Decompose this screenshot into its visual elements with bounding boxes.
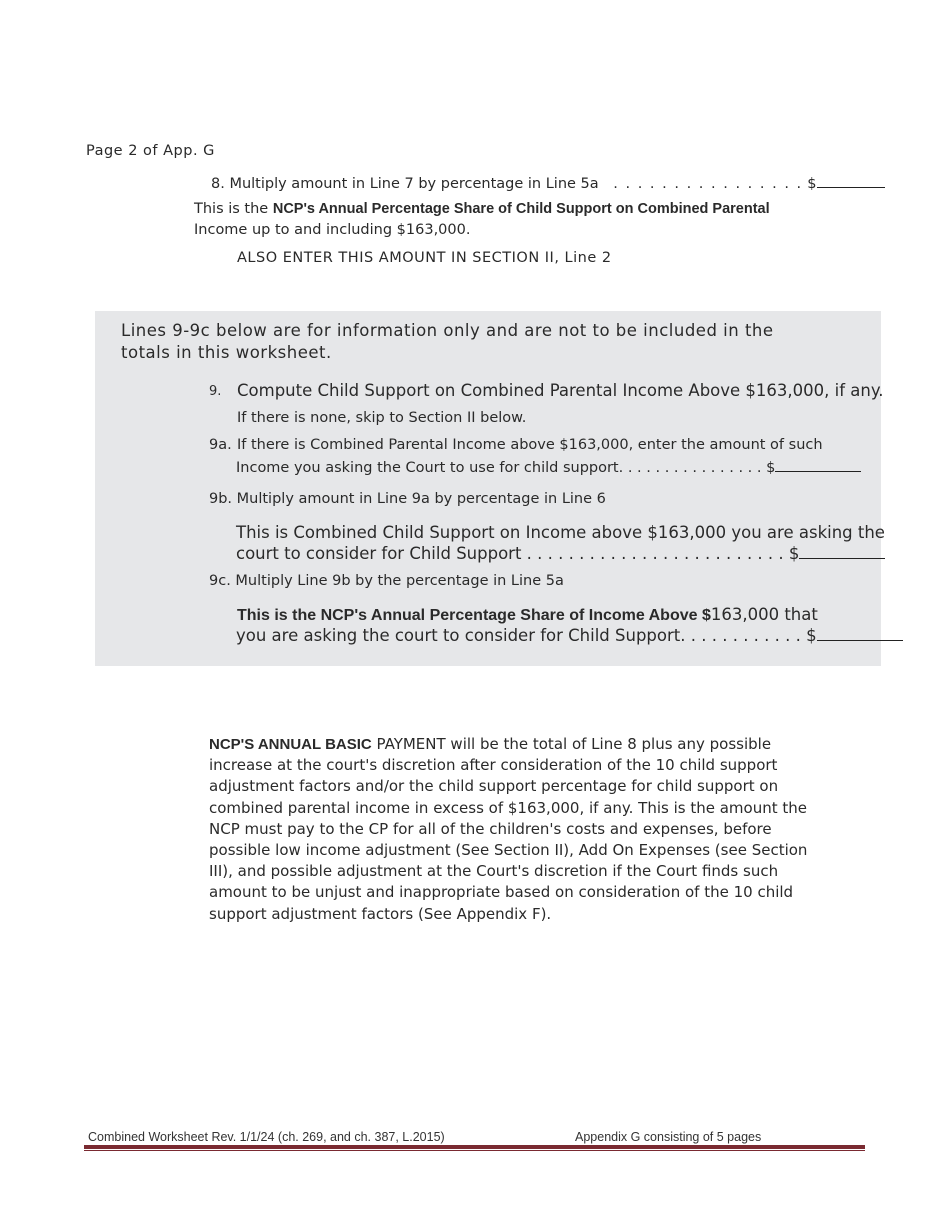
paragraph-line1-rest: PAYMENT will be the total of Line 8 plus any possible	[371, 735, 772, 753]
line-9-text: Compute Child Support on Combined Parental Income Above $163,000, if any.	[237, 381, 884, 400]
line-9c-amount-field[interactable]	[817, 627, 903, 641]
line-9a-number: 9a.	[209, 437, 232, 453]
info-intro-line1: Lines 9-9c below are for information only and are not to be included in the	[121, 321, 774, 340]
line-9a-line2: Income you asking the Court to use for child support. . . . . . . . . . . . . . . .	[236, 460, 762, 476]
line-8-desc-line2: Income up to and including $163,000.	[194, 222, 471, 238]
line-9c-line2: you are asking the court to consider for Child Support. . . . . . . . . . . .	[236, 626, 801, 645]
line-9c-dollar: $	[806, 626, 817, 645]
paragraph-line: adjustment factors and/or the child support percentage for child support on	[209, 777, 779, 796]
paragraph-line: increase at the court's discretion after consideration of the 10 child support	[209, 756, 778, 775]
line-9b-line2: court to consider for Child Support . . . . . . . . . . . . . . . . . . . . . . . . .	[236, 544, 784, 563]
line-8-description	[194, 201, 770, 217]
paragraph-line: amount to be unjust and inappropriate based on consideration of the 10 child	[209, 883, 794, 902]
page-label: Page 2 of App. G	[86, 143, 215, 159]
footer-rule-thin	[84, 1150, 865, 1151]
line-9b-line1: This is Combined Child Support on Income above $163,000 you are asking the	[236, 523, 885, 542]
line-9b-dollar: $	[788, 544, 800, 563]
paragraph-bold-lead: NCP'S ANNUAL BASIC	[209, 736, 372, 753]
line-9c-line1	[237, 605, 818, 625]
line-8-desc-prefix: This is the	[194, 201, 273, 217]
also-enter-note: ALSO ENTER THIS AMOUNT IN SECTION II, Line 2	[237, 250, 612, 266]
line-9b-line2-row	[236, 544, 885, 563]
footer-left: Combined Worksheet Rev. 1/1/24 (ch. 269, and ch. 387, L.2015)	[88, 1130, 445, 1144]
line-9c-label: 9c. Multiply Line 9b by the percentage in Line 5a	[209, 573, 564, 589]
line-9a-line2-row	[236, 458, 861, 476]
line-8-desc-bold: NCP's Annual Percentage Share of Child Support on Combined Parental	[272, 201, 770, 217]
line-9a-line1: If there is Combined Parental Income above $163,000, enter the amount of such	[237, 437, 823, 453]
line-9-sub: If there is none, skip to Section II below.	[237, 410, 527, 426]
basic-payment-paragraph	[209, 734, 809, 925]
paragraph-line: combined parental income in excess of $163,000, if any. This is the amount the	[209, 798, 807, 817]
line-8-amount-field[interactable]	[817, 174, 885, 188]
line-9a-dollar: $	[766, 460, 776, 476]
line-8-dollar: $	[807, 176, 817, 192]
line-9b-label: 9b. Multiply amount in Line 9a by percentage in Line 6	[209, 491, 606, 507]
info-intro-line2: totals in this worksheet.	[121, 343, 332, 362]
line-9c-rest: 163,000 that	[710, 605, 818, 624]
line-9a-amount-field[interactable]	[775, 458, 861, 472]
line-8-label: 8. Multiply amount in Line 7 by percentage in Line 5a	[211, 176, 599, 192]
line-9c-bold: This is the NCP's Annual Percentage Share of Income Above $	[237, 607, 711, 624]
line-9b-amount-field[interactable]	[799, 545, 885, 559]
line-8-leader: . . . . . . . . . . . . . . . .	[613, 176, 803, 192]
paragraph-line: III), and possible adjustment at the Court's discretion if the Court finds such	[209, 862, 779, 881]
paragraph-line	[209, 734, 809, 755]
footer-rule	[84, 1145, 865, 1149]
paragraph-line: possible low income adjustment (See Section II), Add On Expenses (see Section	[209, 841, 808, 860]
paragraph-line: NCP must pay to the CP for all of the children's costs and expenses, before	[209, 819, 772, 838]
paragraph-line: support adjustment factors (See Appendix F).	[209, 904, 552, 923]
line-8	[211, 174, 885, 192]
line-9-number: 9.	[209, 384, 222, 399]
line-9c-line2-row	[236, 626, 903, 645]
footer-right: Appendix G consisting of 5 pages	[575, 1130, 762, 1144]
